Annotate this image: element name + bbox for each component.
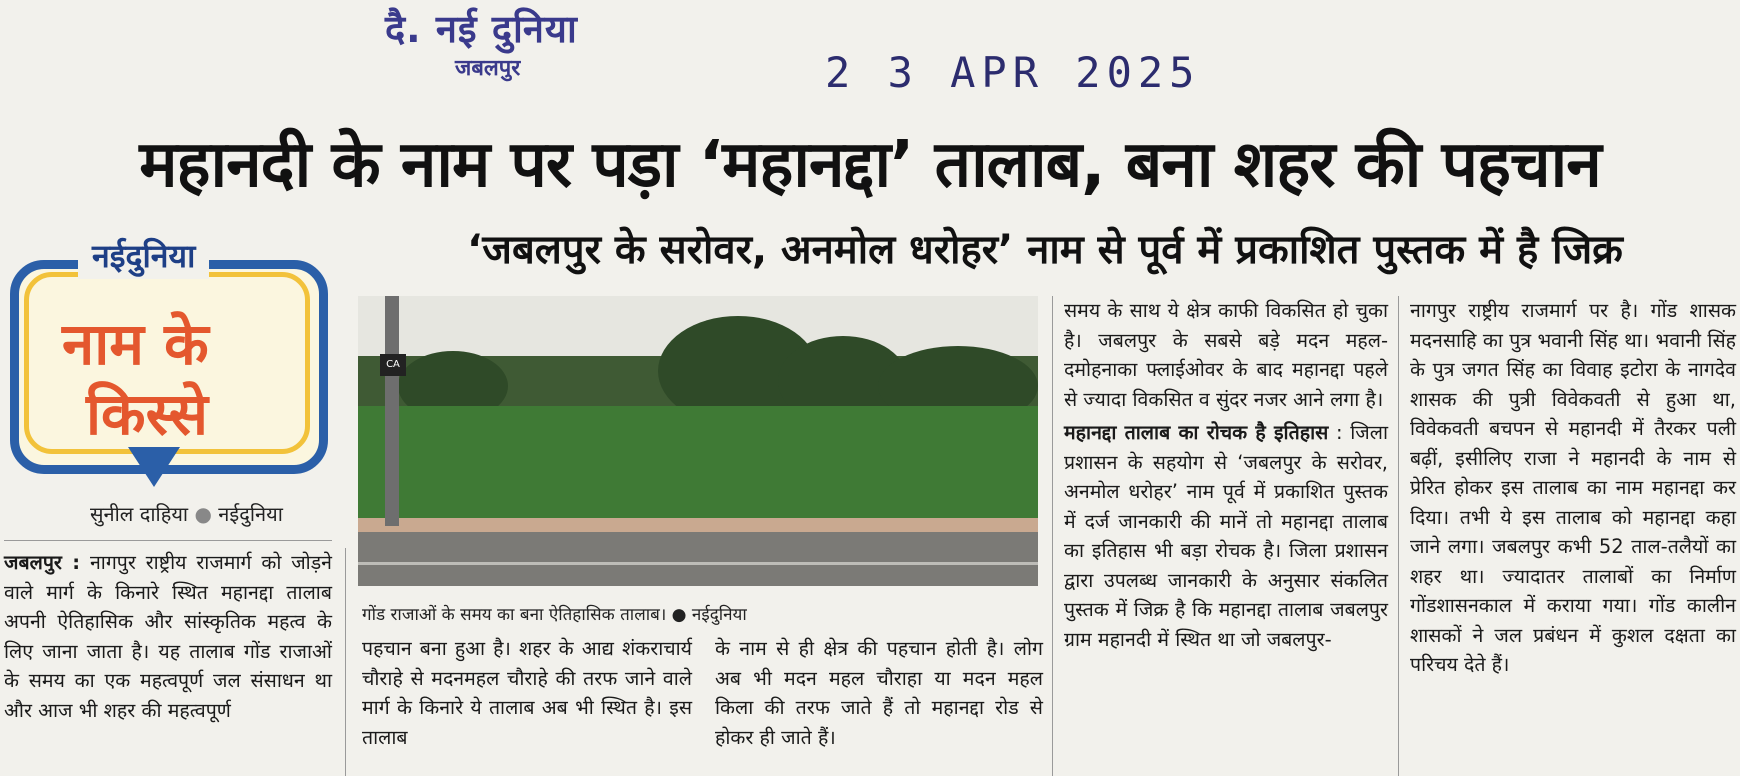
speech-bubble-tail-icon [128,447,180,487]
series-logo [0,232,330,492]
dateline: जबलपुर : [4,551,81,574]
column-3-text: के नाम से ही क्षेत्र की पहचान होती है। लोग अब भी मदन महल चौराहा या मदन महल किला की तरफ जाते हैं तो महानद्दा रोड से होकर ही जाते हैं। [715,637,1043,749]
logo-title-line1: नाम के [62,310,209,378]
column-4-subhead: महानद्दा तालाब का रोचक है इतिहास [1064,421,1329,444]
article-column-4 [1064,296,1388,654]
byline-divider [4,540,332,541]
column-4-para-1: समय के साथ ये क्षेत्र काफी विकसित हो चुका है। जबलपुर के सबसे बड़े मदन महल-दमोहनाका फ्लाईओवर के बाद महानद्दा पहले से ज्यादा विकसित व सुंदर नजर आने लगा है। [1064,299,1388,411]
article-column-1 [4,548,332,725]
photo-caption: गोंड राजाओं के समय का बना ऐतिहासिक तालाब। ● नईदुनिया [362,605,747,625]
article-column-2 [362,634,692,752]
publication-stamp: दै. नई दुनिया [385,7,578,51]
stamp-city: जबलपुर [455,56,521,81]
article-photo [358,296,1038,586]
headline: महानदी के नाम पर पड़ा ‘महानद्दा’ तालाब, बना शहर की पहचान [139,128,1601,202]
byline [90,500,283,527]
column-2-text: पहचान बना हुआ है। शहर के आद्य शंकराचार्य चौराहे से मदनमहल चौराहे की तरफ जाने वाले मार्ग के किनारे ये तालाब अब भी स्थित है। इस तालाब [362,637,692,749]
byline-author: सुनील दाहिया [90,502,189,526]
article-column-3 [715,634,1043,752]
logo-title-line2: किस्से [86,380,208,448]
bullet-icon: ● [194,502,219,526]
article-column-5 [1410,296,1736,680]
column-4-para-2: : जिला प्रशासन के सहयोग से ‘जबलपुर के सरोवर, अनमोल धरोहर’ नाम पूर्व में प्रकाशित पुस्तक में दर्ज जानकारी की मानें तो महानद्दा तालाब का इतिहास भी बड़ा रोचक है। जिला प्रशासन द्वारा उपलब्ध जानकारी के अनुसार संकलित पुस्तक में जिक्र है कि महानद्दा तालाब जबलपुर ग्राम महानदी में स्थित था जो जबलपुर- [1064,421,1388,651]
column-divider [345,548,346,776]
logo-brand: नईदुनिया [78,232,209,279]
pole-icon [385,296,399,526]
column-divider [1052,296,1053,776]
column-divider [1398,296,1399,776]
column-5-text: नागपुर राष्ट्रीय राजमार्ग पर है। गोंड शासक मदनसाहि का पुत्र भवानी सिंह था। भवानी सिंह के पुत्र जगत सिंह का विवाह इटोरा के नागदेव शासक की पुत्री विवेकवती से हुआ था, विवेकवती बचपन से महानदी में तैरकर पली बढ़ीं, इसीलिए राजा ने महानदी के नाम से प्रेरित होकर इस तालाब का नाम महानद्दा कर दिया। तभी ये इस तालाब को महानद्दा कहा जाने लगा। जबलपुर कभी 52 ताल-तलैयों का शहर था। ज्यादातर तालाबों का निर्माण गोंडशासनकाल में कराया गया। गोंड कालीन शासकों ने जल प्रबंधन में कुशल दक्षता का परिचय देते हैं। [1410,299,1736,676]
subheadline: ‘जबलपुर के सरोवर, अनमोल धरोहर’ नाम से पूर्व में प्रकाशित पुस्तक में है जिक्र [467,227,1623,273]
date-stamp: 2 3 APR 2025 [825,48,1201,97]
road-sign-icon: CA [380,354,406,376]
byline-source: नईदुनिया [218,502,283,526]
column-1-text: नागपुर राष्ट्रीय राजमार्ग को जोड़ने वाले मार्ग के किनारे स्थित महानद्दा तालाब अपनी ऐतिहासिक और सांस्कृतिक महत्व के लिए जाना जाता है। यह तालाब गोंड राजाओं के समय का एक महत्वपूर्ण जल संसाधन था और आज भी शहर की महत्वपूर्ण [4,551,332,722]
